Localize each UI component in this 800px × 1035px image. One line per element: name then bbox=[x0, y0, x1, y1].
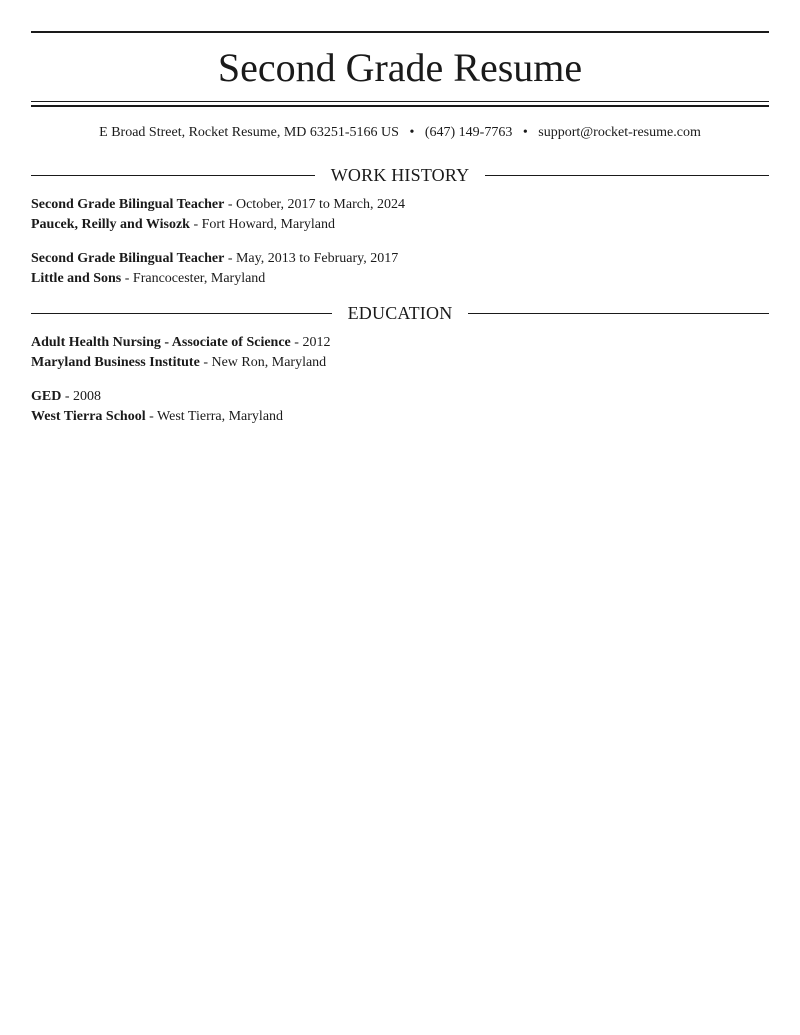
job-location: Fort Howard, Maryland bbox=[201, 217, 335, 232]
school-name: West Tierra School bbox=[31, 409, 146, 424]
degree-name: GED bbox=[31, 389, 62, 404]
job-dates: May, 2013 to February, 2017 bbox=[235, 251, 399, 266]
heading-rule-right bbox=[468, 313, 769, 314]
title-rule-thick bbox=[31, 105, 769, 107]
top-rule bbox=[31, 31, 769, 33]
dash-separator: - bbox=[121, 271, 133, 286]
dash-separator: - bbox=[61, 389, 74, 404]
contact-line bbox=[31, 124, 769, 142]
dash-separator: - bbox=[145, 409, 158, 424]
section-title: WORK HISTORY bbox=[330, 165, 470, 185]
heading-rule-left bbox=[31, 313, 332, 314]
job-employer: Paucek, Reilly and Wisozk bbox=[31, 217, 190, 232]
contact-address: E Broad Street, Rocket Resume, MD 63251-5166 US bbox=[99, 125, 399, 140]
work-entry-employer-row bbox=[31, 215, 769, 235]
bullet-separator: • bbox=[409, 125, 415, 140]
education-entry-degree-row bbox=[31, 387, 769, 407]
contact-email: support@rocket-resume.com bbox=[538, 125, 701, 140]
dash-separator: - bbox=[290, 335, 303, 350]
degree-name: Adult Health Nursing - Associate of Science bbox=[31, 335, 291, 350]
heading-rule-left bbox=[31, 175, 315, 176]
contact-phone: (647) 149-7763 bbox=[424, 125, 513, 140]
work-entry-title-row bbox=[31, 195, 769, 215]
job-location: Francocester, Maryland bbox=[132, 271, 266, 286]
job-employer: Little and Sons bbox=[31, 271, 122, 286]
school-location: West Tierra, Maryland bbox=[157, 409, 284, 424]
degree-year: 2008 bbox=[73, 389, 102, 404]
heading-rule-right bbox=[485, 175, 769, 176]
work-history-heading bbox=[31, 163, 769, 187]
job-position: Second Grade Bilingual Teacher bbox=[31, 197, 225, 212]
section-title: EDUCATION bbox=[347, 303, 453, 323]
dash-separator: - bbox=[199, 355, 212, 370]
work-entry-title-row bbox=[31, 249, 769, 269]
education-entry-school-row bbox=[31, 353, 769, 373]
job-position: Second Grade Bilingual Teacher bbox=[31, 251, 225, 266]
school-name: Maryland Business Institute bbox=[31, 355, 200, 370]
work-entry-employer-row bbox=[31, 269, 769, 289]
education-entry-school-row bbox=[31, 407, 769, 427]
title-rule-thin bbox=[31, 101, 769, 102]
education-heading bbox=[31, 301, 769, 325]
dash-separator: - bbox=[224, 197, 236, 212]
degree-year: 2012 bbox=[302, 335, 331, 350]
education-entry bbox=[31, 333, 769, 373]
work-entry bbox=[31, 195, 769, 235]
dash-separator: - bbox=[224, 251, 236, 266]
education-entry bbox=[31, 387, 769, 427]
job-dates: October, 2017 to March, 2024 bbox=[235, 197, 405, 212]
education-entry-degree-row bbox=[31, 333, 769, 353]
bullet-separator: • bbox=[522, 125, 528, 140]
school-location: New Ron, Maryland bbox=[211, 355, 327, 370]
dash-separator: - bbox=[189, 217, 202, 232]
resume-title: Second Grade Resume bbox=[217, 45, 583, 90]
work-entry bbox=[31, 249, 769, 289]
